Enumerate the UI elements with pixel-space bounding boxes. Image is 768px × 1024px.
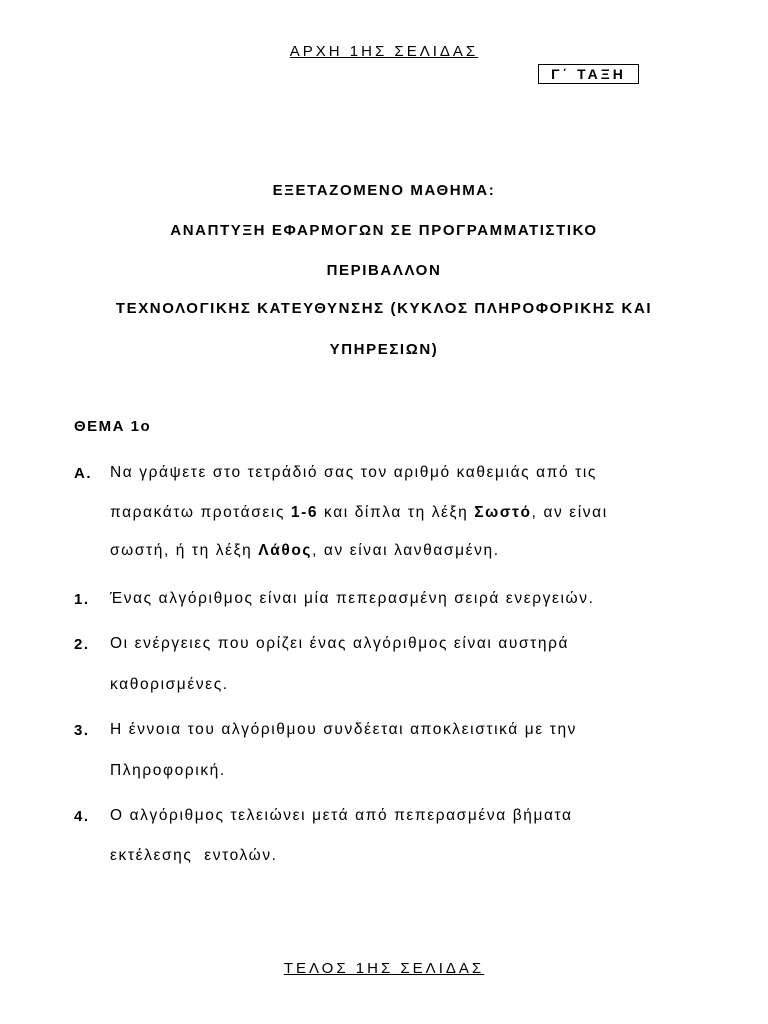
course-title-line-2: ΠΕΡΙΒΑΛΛΟΝ [326,262,442,279]
instruction-label: Α. [74,465,92,482]
statement-range: 1-6 [290,504,319,521]
instruction-text: , αν είναι [531,504,608,521]
instruction-line-3 [110,542,500,560]
correct-keyword: Σωστό [474,504,532,521]
page-top-header: ΑΡΧΗ 1ΗΣ ΣΕΛΙΔΑΣ [289,43,479,60]
item-4-text-line-1: Ο αλγόριθμος τελειώνει μετά από πεπερασμένα βήματα [110,807,573,824]
course-title-line-1: ΑΝΑΠΤΥΞΗ ΕΦΑΡΜΟΓΩΝ ΣΕ ΠΡΟΓΡΑΜΜΑΤΙΣΤΙΚΟ [170,222,598,239]
wrong-keyword: Λάθος [258,542,313,559]
page-footer: ΤΕΛΟΣ 1ΗΣ ΣΕΛΙΔΑΣ [283,960,485,977]
item-3-number: 3. [74,722,90,739]
item-2-text-line-1: Οι ενέργειες που ορίζει ένας αλγόριθμος είναι αυστηρά [110,635,570,652]
item-3-text-line-1: Η έννοια του αλγόριθμου συνδέεται αποκλειστικά με την [110,721,578,738]
item-4-number: 4. [74,808,90,825]
course-title-line-3: ΤΕΧΝΟΛΟΓΙΚΗΣ ΚΑΤΕΥΘΥΝΣΗΣ (ΚΥΚΛΟΣ ΠΛΗΡΟΦΟΡΙΚΗΣ ΚΑΙ [115,300,653,317]
item-1-text: Ένας αλγόριθμος είναι μία πεπερασμένη σειρά ενεργειών. [110,590,595,607]
instruction-line-1: Να γράψετε στο τετράδιό σας τον αριθμό καθεμιάς από τις [110,464,597,481]
instruction-text: σωστή, ή τη λέξη [110,542,259,559]
item-2-number: 2. [74,636,90,653]
class-label-box: Γ΄ ΤΑΞΗ [538,64,639,84]
item-2-text-line-2: καθορισμένες. [110,676,229,693]
instruction-text: και δίπλα τη λέξη [318,504,475,521]
course-title-line-4: ΥΠΗΡΕΣΙΩΝ) [329,341,439,358]
exam-subject-heading: ΕΞΕΤΑΖΟΜΕΝΟ ΜΑΘΗΜΑ: [272,182,496,199]
instruction-text: , αν είναι λανθασμένη. [312,542,500,559]
item-3-text-line-2: Πληροφορική. [110,762,226,779]
item-4-text-line-2: εκτέλεσης εντολών. [110,847,278,864]
instruction-line-2 [110,504,608,522]
section-title: ΘΕΜΑ 1ο [74,418,152,435]
instruction-text: παρακάτω προτάσεις [110,504,291,521]
item-1-number: 1. [74,591,90,608]
